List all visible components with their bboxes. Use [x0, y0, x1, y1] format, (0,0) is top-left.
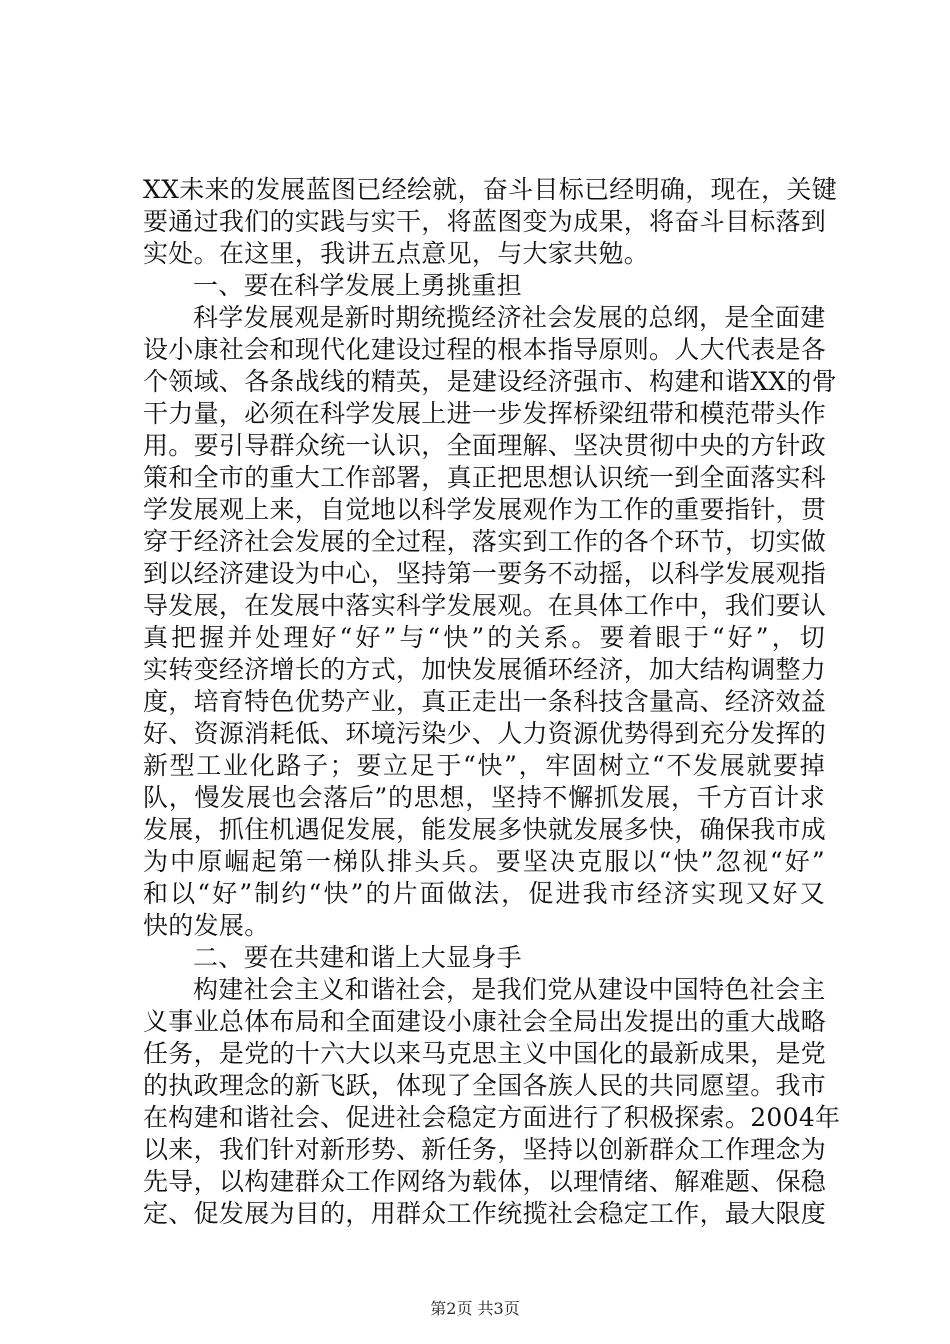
text-line: 策和全市的重大工作部署，真正把思想认识统一到全面落实科	[143, 463, 827, 492]
text-line: 和以“好”制约“快”的片面做法，促进我市经济实现又好又	[143, 879, 825, 908]
text-line: 为中原崛起第一梯队排头兵。要坚决克服以“快”忽视“好”	[143, 847, 825, 876]
text-line: 个领域、各条战线的精英，是建设经济强市、构建和谐XX的骨	[143, 367, 837, 396]
text-line: 干力量，必须在科学发展上进一步发挥桥梁纽带和模范带头作	[143, 399, 827, 428]
text-line: 导发展，在发展中落实科学发展观。在具体工作中，我们要认	[143, 591, 827, 620]
text-line: 穿于经济社会发展的全过程，落实到工作的各个环节，切实做	[143, 527, 827, 556]
text-line: XX未来的发展蓝图已经绘就，奋斗目标已经明确，现在，关键	[143, 175, 837, 204]
text-line: 任务，是党的十六大以来马克思主义中国化的最新成果，是党	[143, 1039, 827, 1068]
text-line: 先导，以构建群众工作网络为载体，以理情绪、解难题、保稳	[143, 1167, 827, 1196]
text-line: 的执政理念的新飞跃，体现了全国各族人民的共同愿望。我市	[143, 1071, 827, 1100]
text-line: 以来，我们针对新形势、新任务，坚持以创新群众工作理念为	[143, 1135, 827, 1164]
text-line: 构建社会主义和谐社会，是我们党从建设中国特色社会主	[193, 975, 826, 1004]
text-line: 实处。在这里，我讲五点意见，与大家共勉。	[143, 239, 650, 268]
text-line: 新型工业化路子；要立足于“快”，牢固树立“不发展就要掉	[143, 751, 825, 780]
text-line: 好、资源消耗低、环境污染少、人力资源优势得到充分发挥的	[143, 719, 827, 748]
page-number-footer: 第2页 共3页	[430, 1299, 520, 1318]
text-line: 用。要引导群众统一认识，全面理解、坚决贯彻中央的方针政	[143, 431, 827, 460]
text-line: 队，慢发展也会落后”的思想，坚持不懈抓发展，千方百计求	[143, 783, 825, 812]
text-line: 在构建和谐社会、促进社会稳定方面进行了积极探索。2004年	[143, 1103, 841, 1132]
document-body	[143, 174, 841, 1230]
section-heading-1: 一、要在科学发展上勇挑重担	[193, 271, 522, 300]
text-line: 设小康社会和现代化建设过程的根本指导原则。人大代表是各	[143, 335, 827, 364]
text-line: 科学发展观是新时期统揽经济社会发展的总纲，是全面建	[193, 303, 826, 332]
text-line: 实转变经济增长的方式，加快发展循环经济，加大结构调整力	[143, 655, 827, 684]
section-heading-2: 二、要在共建和谐上大显身手	[193, 943, 522, 972]
text-line: 学发展观上来，自觉地以科学发展观作为工作的重要指针，贯	[143, 495, 827, 524]
text-line: 真把握并处理好“好”与“快”的关系。要着眼于“好”，切	[143, 623, 825, 652]
text-line: 要通过我们的实践与实干，将蓝图变为成果，将奋斗目标落到	[143, 207, 827, 236]
text-line: 快的发展。	[143, 911, 270, 940]
text-line: 发展，抓住机遇促发展，能发展多快就发展多快，确保我市成	[143, 815, 827, 844]
text-line: 义事业总体布局和全面建设小康社会全局出发提出的重大战略	[143, 1007, 827, 1036]
text-line: 定、促发展为目的，用群众工作统揽社会稳定工作，最大限度	[143, 1199, 827, 1228]
text-line: 度，培育特色优势产业，真正走出一条科技含量高、经济效益	[143, 687, 827, 716]
text-line: 到以经济建设为中心，坚持第一要务不动摇，以科学发展观指	[143, 559, 827, 588]
